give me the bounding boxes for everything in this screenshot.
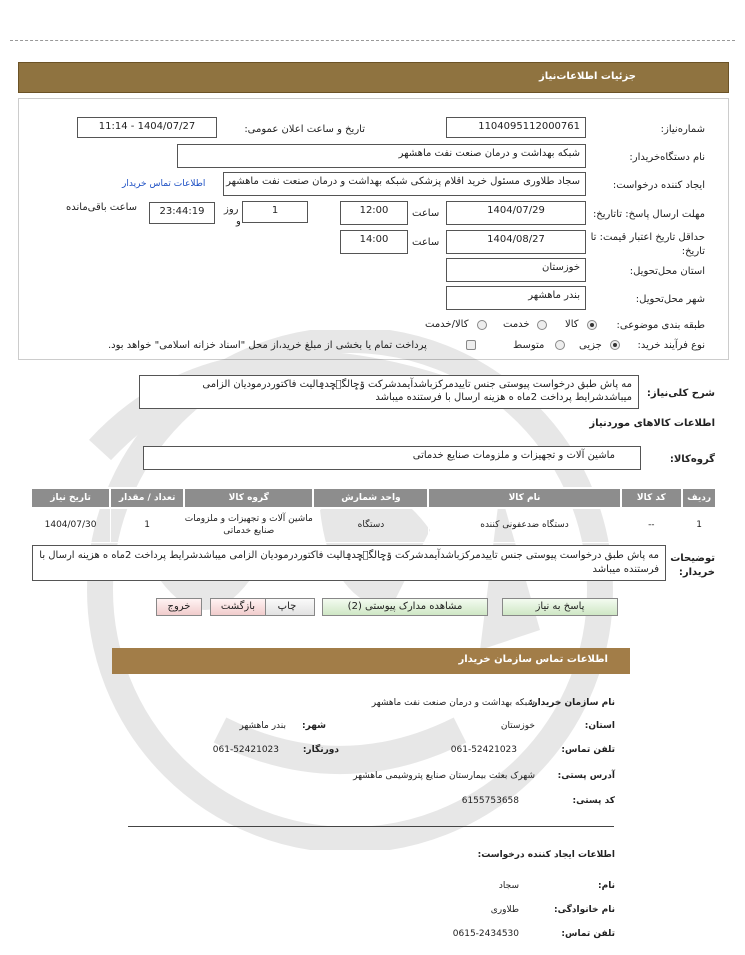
respond-button[interactable]: پاسخ به نیاز [502, 598, 618, 616]
process-option-medium: متوسط [513, 340, 545, 351]
cell-group: ماشین آلات و تجهیزات و ملزومات صنایع خدماتی [184, 508, 313, 542]
deadline-date-field: 1404/07/29 [446, 201, 586, 225]
remaining-time-label: ساعت باقی‌مانده [66, 202, 138, 213]
contact-phone-label: تلفن تماس: [561, 745, 615, 755]
process-radio-medium[interactable] [555, 340, 565, 350]
need-number-field: 1104095112000761 [446, 117, 586, 138]
creator-family-value: طلاوری [490, 905, 519, 915]
contact-address-label: آدرس پستی: [557, 771, 615, 781]
col-name: نام کالا [428, 488, 620, 508]
contact-header-title: اطلاعات تماس سازمان خریدار [458, 654, 608, 665]
cell-row: 1 [682, 508, 716, 542]
contact-address-value: شهرک بعثت بیمارستان صنایع پتروشیمی ماهشهر [353, 771, 535, 781]
category-option-goods: کالا [565, 319, 579, 330]
group-label: گروه‌کالا: [669, 454, 715, 465]
buyer-notes-label: توضیحات خریدار: [670, 553, 715, 578]
category-radio-service[interactable] [537, 320, 547, 330]
category-label: طبقه بندی موضوعی: [616, 320, 705, 331]
validity-time-field: 14:00 [340, 230, 408, 254]
description-field: مه پاش طبق درخواست پیوستی جنس تاییدمرکزباشدآیمدشرکت ۊݘالگ۪ݘدݠالیت فاکتوردرموديان الزامی میباشدشرایط پرداخت 2ماه ه هزینه ارسال با فرستنده میباشد [139, 375, 639, 409]
deadline-time-label: ساعت [412, 208, 440, 219]
city-label: شهر محل‌تحویل: [635, 294, 705, 305]
treasury-note: پرداخت تمام یا بخشی از مبلغ خرید،از محل "اسناد خزانه اسلامی" خواهد بود. [108, 340, 427, 351]
city-field: بندر ماهشهر [446, 286, 586, 310]
buyer-contact-link[interactable]: اطلاعات تماس خریدار [122, 179, 206, 189]
process-radio-minor[interactable] [610, 340, 620, 350]
category-option-service: خدمت [503, 319, 530, 330]
category-option-both: کالا/خدمت [425, 319, 469, 330]
print-button[interactable]: چاپ [259, 598, 315, 616]
contact-province-label: استان: [584, 721, 615, 731]
creator-name-value: سجاد [498, 881, 519, 891]
exit-button[interactable]: خروج [156, 598, 202, 616]
description-label: شرح کلی‌نیاز: [646, 388, 715, 399]
province-label: استان محل‌تحویل: [629, 266, 705, 277]
items-table [30, 487, 717, 543]
goods-info-title: اطلاعات کالاهای موردنیاز [589, 418, 715, 429]
treasury-checkbox[interactable] [466, 340, 476, 350]
creator-section-title: اطلاعات ایجاد کننده درخواست: [477, 850, 615, 860]
province-field: خوزستان [446, 258, 586, 282]
creator-name-label: نام: [598, 881, 615, 891]
contact-fax-value: 061-52421023 [212, 745, 279, 755]
deadline-time-field: 12:00 [340, 201, 408, 225]
process-option-minor: جزیی [579, 340, 602, 351]
table-header-row [31, 488, 716, 508]
col-unit: واحد شمارش [313, 488, 428, 508]
creator-field: سجاد طلاوری مسئول خرید اقلام پزشکی شبکه بهداشت و درمان صنعت نفت ماهشهر [223, 172, 586, 196]
contact-province-value: خوزستان [500, 721, 535, 731]
cell-name: دستگاه ضدعفونی کننده [428, 508, 620, 542]
attachments-button[interactable]: مشاهده مدارک پیوستی (2) [322, 598, 488, 616]
col-date: تاریخ نیاز [31, 488, 110, 508]
cell-date: 1404/07/30 [31, 508, 110, 542]
table-row [31, 508, 716, 542]
contact-divider [128, 826, 614, 827]
contact-phone-value: 061-52421023 [450, 745, 517, 755]
top-divider [10, 40, 735, 41]
creator-phone-value: 0615-2434530 [452, 929, 519, 939]
back-button[interactable]: بازگشت [210, 598, 266, 616]
days-label: روز [224, 204, 239, 215]
announce-label: تاریخ و ساعت اعلان عمومی: [244, 124, 365, 135]
col-group: گروه کالا [184, 488, 313, 508]
contact-postal-label: کد پستی: [572, 796, 615, 806]
category-radio-goods[interactable] [587, 320, 597, 330]
creator-phone-label: تلفن تماس: [561, 929, 615, 939]
and-label: و [236, 216, 241, 227]
validity-date-field: 1404/08/27 [446, 230, 586, 254]
contact-city-value: بندر ماهشهر [239, 721, 286, 731]
remaining-time-field: 23:44:19 [149, 202, 215, 224]
col-row: ردیف [682, 488, 716, 508]
buyer-org-label: نام دستگاه‌خریدار: [629, 152, 705, 163]
details-header [18, 62, 729, 93]
category-radio-both[interactable] [477, 320, 487, 330]
creator-family-label: نام خانوادگی: [553, 905, 615, 915]
buyer-org-field: شبکه بهداشت و درمان صنعت نفت ماهشهر [177, 144, 586, 168]
validity-time-label: ساعت [412, 237, 440, 248]
contact-org-label: نام سازمان خریدار: [528, 698, 615, 708]
cell-code: -- [621, 508, 683, 542]
deadline-label: مهلت ارسال پاسخ: تاتاریخ: [592, 209, 705, 220]
col-qty: تعداد / مقدار [110, 488, 184, 508]
contact-fax-label: دورنگار: [302, 745, 339, 755]
validity-label: حداقل تاریخ اعتبار قیمت: تا تاریخ: [590, 232, 705, 257]
details-header-title: جزئیات اطلاعات‌نیاز [539, 71, 636, 82]
need-number-label: شماره‌نیاز: [660, 124, 705, 135]
creator-label: ایجاد کننده درخواست: [612, 180, 705, 191]
days-field: 1 [242, 201, 308, 223]
announce-field: 1404/07/27 - 11:14 [77, 117, 217, 138]
contact-org-value: شبکه بهداشت و درمان صنعت نفت ماهشهر [371, 698, 535, 708]
cell-qty: 1 [110, 508, 184, 542]
col-code: کد کالا [621, 488, 683, 508]
cell-unit: دستگاه [313, 508, 428, 542]
group-field: ماشین آلات و تجهیزات و ملزومات صنایع خدماتی [143, 446, 641, 470]
contact-postal-value: 6155753658 [461, 796, 519, 806]
contact-city-label: شهر: [302, 721, 326, 731]
buyer-notes-field: مه پاش طبق درخواست پیوستی جنس تاییدمرکزباشدآیمدشرکت ۊݘالگ۪ݘدݠالیت فاکتوردرموديان الزامی میباشدشرایط پرداخت 2ماه ه هزینه ارسال با فرستنده میباشد [32, 545, 666, 581]
contact-header [112, 648, 630, 674]
process-label: نوع فرآیند خرید: [637, 340, 705, 351]
